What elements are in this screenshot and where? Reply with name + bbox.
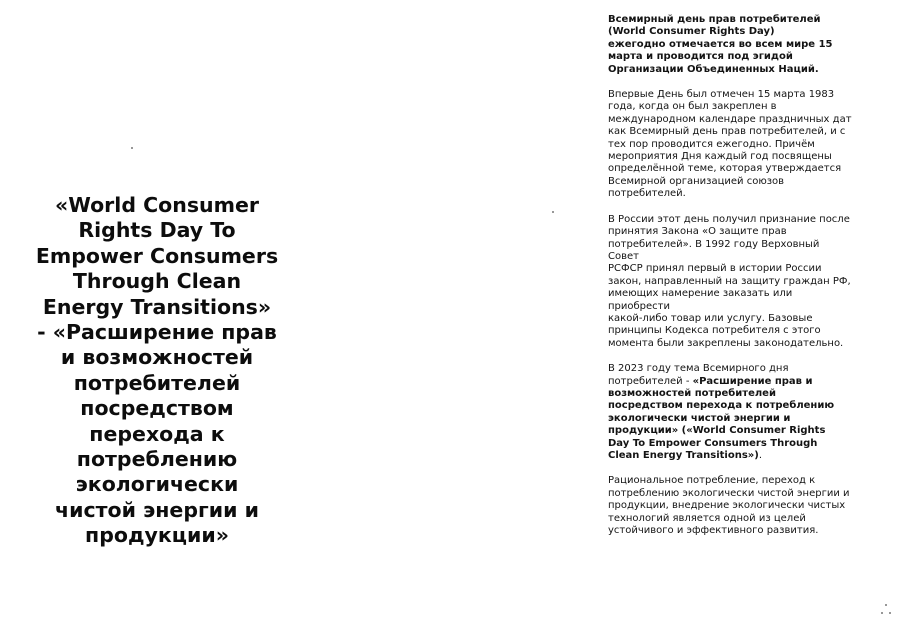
scan-speck: [889, 612, 891, 614]
text-line: В России этот день получил признание после: [608, 213, 850, 225]
text-line: принципы Кодекса потребителя с этого: [608, 325, 821, 337]
theme-bold-line: Clean Energy Transitions»): [608, 450, 759, 461]
scan-speck: [552, 211, 554, 213]
text-line: международном календаре праздничных дат: [608, 113, 852, 125]
theme-bold-line: продукции» («World Consumer Rights: [608, 425, 826, 437]
text-line: момента были закреплены законодательно.: [608, 337, 844, 349]
title-line: продукции»: [85, 523, 229, 548]
scan-speck: [131, 147, 133, 149]
text-line: Всемирный день прав потребителей: [608, 14, 821, 25]
text-line: принятия Закона «О защите прав: [608, 226, 787, 238]
title-line: Energy Transitions»: [42, 294, 272, 319]
text-line: марта и проводится под эгидой: [608, 51, 793, 63]
sustainability-paragraph: [608, 475, 852, 537]
text-line: потребителей -: [608, 375, 693, 387]
text-line: Рациональное потребление, переход к: [608, 475, 816, 487]
text-line: (World Consumer Rights Day): [608, 26, 775, 38]
theme-bold-line: Day To Empower Consumers Through: [608, 437, 818, 449]
text-line: мероприятия Дня каждый год посвящены: [608, 151, 832, 163]
title-line: экологически: [75, 472, 239, 497]
theme-bold-line: возможностей потребителей: [608, 387, 776, 399]
text-line: года, когда он был закреплен в: [608, 101, 777, 113]
text-line: технологий является одной из целей: [608, 512, 806, 524]
russia-paragraph: [608, 214, 852, 350]
title-line: Through Clean: [72, 269, 242, 294]
right-page-text: [608, 14, 852, 550]
title-line: посредством: [80, 396, 234, 421]
theme-bold-line: «Расширение прав и: [692, 375, 813, 387]
title-line: перехода к: [89, 421, 225, 446]
text-line: Организации Объединенных Наций.: [608, 63, 819, 75]
text-line: потребителей.: [608, 188, 686, 200]
text-line: Всемирной организацией союзов: [608, 175, 785, 187]
text-line: В 2023 году тема Всемирного дня: [608, 363, 789, 375]
title-line: Empower Consumers: [35, 243, 279, 268]
text-line: потреблению экологически чистой энергии и: [608, 487, 850, 499]
text-line: какой-либо товар или услугу. Базовые: [608, 312, 813, 324]
text-line: Впервые День был отмечен 15 марта 1983: [608, 89, 835, 101]
title-line: «World Consumer: [54, 193, 260, 217]
text-line: как Всемирный день прав потребителей, и с: [608, 126, 846, 138]
title-line: Rights Day To: [78, 218, 236, 243]
text-line: продукции, внедрение экологически чистых: [608, 500, 846, 512]
text-line: тех пор проводится ежегодно. Причём: [608, 138, 815, 150]
text-line: закон, направленный на защиту граждан РФ,: [608, 275, 851, 287]
history-paragraph: [608, 89, 852, 201]
scan-speck: [885, 604, 887, 606]
text-line: .: [758, 450, 762, 461]
text-line: ежегодно отмечается во всем мире 15: [608, 38, 833, 50]
theme-bold-line: экологически чистой энергии и: [608, 412, 791, 424]
text-line: потребителей». В 1992 году Верховный Совет: [608, 238, 820, 262]
title-line: потреблению: [76, 447, 238, 472]
scan-speck: [881, 612, 883, 614]
text-line: определённой теме, которая утверждается: [608, 163, 842, 175]
title-line: - «Расширение прав: [37, 320, 277, 345]
title-line: и возможностей: [60, 345, 254, 370]
left-page-title: [12, 193, 302, 549]
intro-paragraph: [608, 14, 852, 76]
title-line: потребителей: [73, 370, 241, 395]
text-line: РСФСР принял первый в истории России: [608, 263, 822, 275]
theme-2023-paragraph: [608, 363, 852, 462]
title-line: чистой энергии и: [55, 497, 259, 522]
text-line: устойчивого и эффективного развития.: [608, 525, 819, 537]
text-line: имеющих намерение заказать или приобрести: [608, 288, 793, 312]
theme-bold-line: посредством перехода к потреблению: [608, 400, 835, 412]
